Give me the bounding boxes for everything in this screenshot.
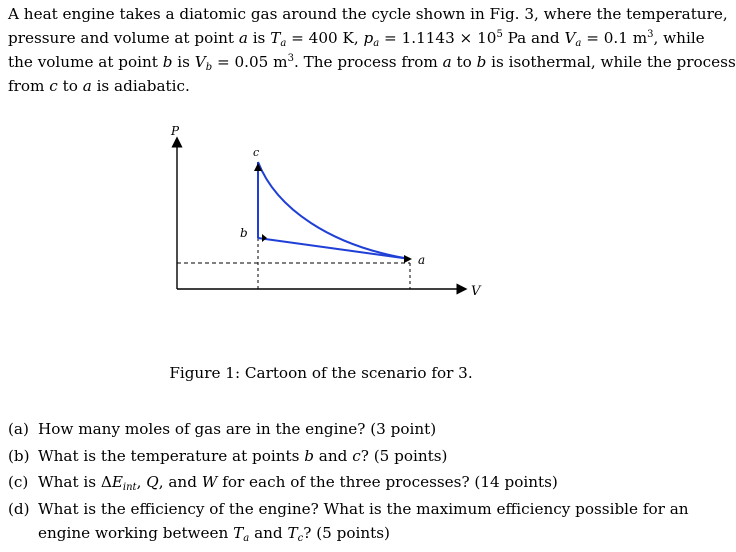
question-b <box>8 444 698 468</box>
adiabatic-curve-ca <box>258 162 410 259</box>
problem-line-3: the volume at point b is $V_b = 0.05$ $m^3$. The process from a to b is isothermal, while the process <box>8 53 736 73</box>
point-b-label: b <box>240 226 248 240</box>
question-tag: (c) <box>8 473 29 491</box>
question-text-line-2: engine working between $T_a$ and $T_c$? (5 points) <box>38 523 390 544</box>
problem-line-1: A heat engine takes a diatomic gas around the cycle shown in Fig. 3, where the temperature, <box>8 5 728 23</box>
question-a <box>8 417 698 441</box>
question-tag: (b) <box>8 446 30 465</box>
y-axis-label: P <box>171 124 180 138</box>
question-text: How many moles of gas are in the engine? (3 point) <box>38 420 437 438</box>
arrow-ab-icon <box>262 234 267 242</box>
question-list <box>8 417 698 547</box>
question-text: What is the temperature at points b and c? (5 points) <box>38 446 448 465</box>
question-tag: (a) <box>8 420 29 438</box>
question-text: What is $\Delta E_{int}$, Q, and W for each of the three processes? (14 points) <box>38 473 558 493</box>
figure-caption: Figure 1: Cartoon of the scenario for 3. <box>169 364 473 382</box>
question-text-line-1: What is the efficiency of the engine? What is the maximum efficiency possible for an <box>38 499 689 518</box>
problem-line-2: pressure and volume at point a is $T_a = 400$ K, $p_a = 1.1143 \times 10^5$ Pa and $V_a = 0.1$ $m^3$, while <box>8 29 705 49</box>
isothermal-curve-ab <box>258 238 410 259</box>
x-axis-label: V <box>471 284 481 299</box>
problem-line-4: from c to a is adiabatic. <box>8 77 190 95</box>
arrow-ca-icon <box>404 255 412 263</box>
question-tag: (d) <box>8 499 30 518</box>
question-d <box>8 497 698 545</box>
point-a-label: a <box>418 253 426 267</box>
question-c <box>8 470 698 494</box>
point-c-label: c <box>253 146 260 159</box>
